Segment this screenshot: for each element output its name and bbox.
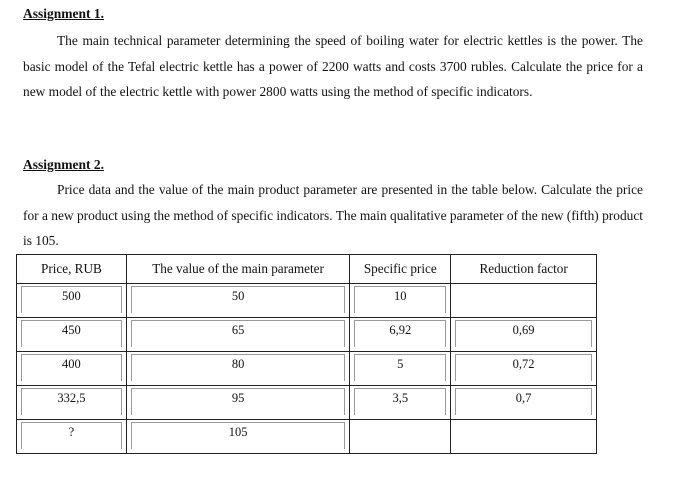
header-main-parameter: The value of the main parameter xyxy=(126,255,350,284)
cell-price: 500 xyxy=(17,284,127,318)
cell-main-parameter: 65 xyxy=(126,318,350,352)
cell-main-parameter: 80 xyxy=(126,352,350,386)
cell-reduction-factor: 0,72 xyxy=(451,352,597,386)
cell-reduction-factor xyxy=(451,420,597,454)
price-data-table xyxy=(16,254,597,454)
cell-reduction-factor: 0,7 xyxy=(451,386,597,420)
table-row xyxy=(17,386,597,420)
header-specific-price: Specific price xyxy=(350,255,451,284)
cell-main-parameter: 95 xyxy=(126,386,350,420)
cell-specific-price xyxy=(350,420,451,454)
cell-price: ? xyxy=(17,420,127,454)
cell-specific-price: 3,5 xyxy=(350,386,451,420)
cell-reduction-factor xyxy=(451,284,597,318)
table-row xyxy=(17,420,597,454)
assignment-1-heading: Assignment 1. xyxy=(23,6,105,21)
assignment-2-text: Price data and the value of the main product parameter are presented in the table below. Calculate the price for a new product using the method of specific indicators. The main qualitative parameter of the new (fifth) product is 105. xyxy=(23,182,643,248)
table-row xyxy=(17,284,597,318)
cell-specific-price: 6,92 xyxy=(350,318,451,352)
cell-reduction-factor: 0,69 xyxy=(451,318,597,352)
header-reduction-factor: Reduction factor xyxy=(451,255,597,284)
table-row xyxy=(17,318,597,352)
assignment-1-text: The main technical parameter determining the speed of boiling water for electric kettles is the power. The basic model of the Tefal electric kettle has a power of 2200 watts and costs 3700 rubles. Calculate the price for a new model of the electric kettle with power 2800 watts using the method of specific indicators. xyxy=(23,33,643,99)
cell-main-parameter: 50 xyxy=(126,284,350,318)
assignment-2-heading: Assignment 2. xyxy=(23,157,105,172)
header-price: Price, RUB xyxy=(17,255,127,284)
cell-specific-price: 5 xyxy=(350,352,451,386)
table-row xyxy=(17,352,597,386)
cell-main-parameter: 105 xyxy=(126,420,350,454)
cell-price: 400 xyxy=(17,352,127,386)
cell-price: 332,5 xyxy=(17,386,127,420)
cell-specific-price: 10 xyxy=(350,284,451,318)
cell-price: 450 xyxy=(17,318,127,352)
table-header-row xyxy=(17,255,597,284)
